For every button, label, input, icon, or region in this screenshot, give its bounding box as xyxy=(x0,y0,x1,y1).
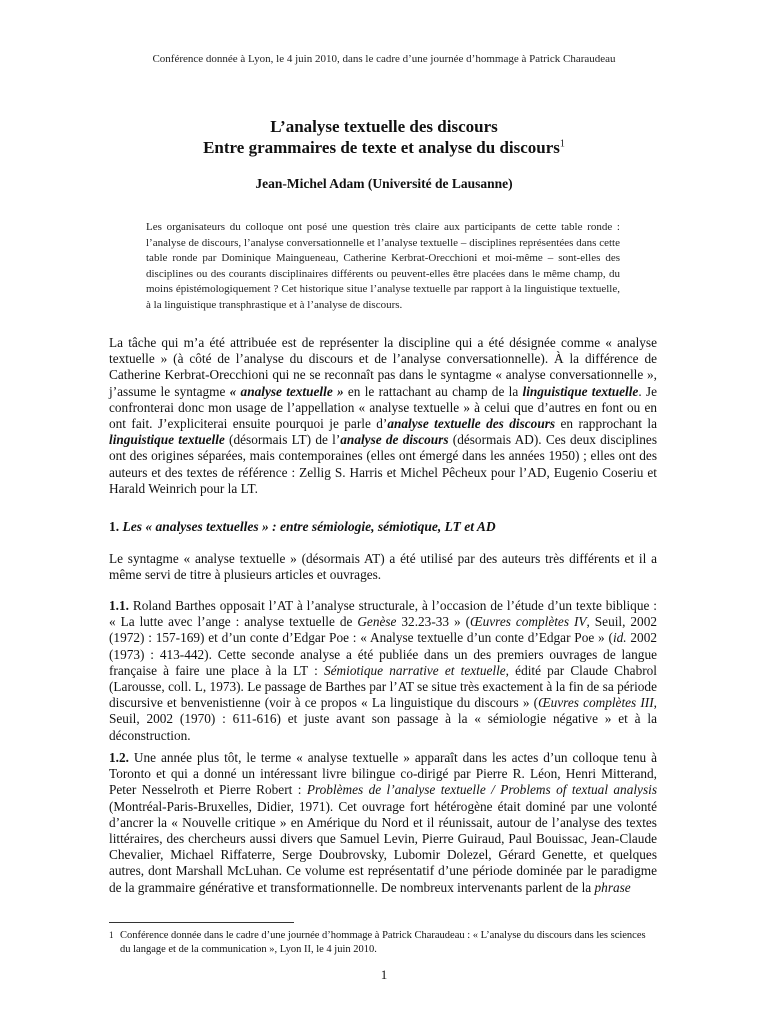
section-heading-1 xyxy=(109,519,657,535)
para1-emph-3: analyse textuelle des discours xyxy=(387,416,556,432)
title-line-2 xyxy=(0,138,768,158)
paragraph-intro xyxy=(109,335,657,497)
para3-italic-4: Sémiotique narrative et textuelle xyxy=(323,662,506,678)
para3-text-4: 2002 (1973) : 413-442). Cette seconde analyse a été publiée dans un des premiers ouvrages de langue française à faire une place à la LT : xyxy=(109,630,657,678)
para3-italic-1: Genèse xyxy=(357,614,397,630)
para3-number: 1.1. xyxy=(109,598,129,613)
para3-italic-2: Œuvres complètes IV xyxy=(470,614,587,630)
title-line-1: L’analyse textuelle des discours xyxy=(270,117,498,136)
para3-italic-3: id. xyxy=(612,630,627,646)
para4-text-2: (Montréal-Paris-Bruxelles, Didier, 1971). Cet ouvrage fort hétérogène était dominé par une volonté d’ancrer la « Nouvelle critique » en Amérique du Nord et il réunissait, autour de l’analyse des textes littéraires, des chercheurs aussi divers que Samuel Levin, Pierre Guiraud, Paul Bouissac, Jean-Claude Chevalier, Michael Riffaterre, Serge Doubrovsky, Lubomir Dolezel, Gérard Genette, et quelques autres, dont Marshall McLuhan. Ce volume est représentatif d’une période dominée par le paradigme de la grammaire générative et transformationnelle. De nombreux intervenants parlent de la xyxy=(109,798,657,895)
para4-italic-1: Problèmes de l’analyse textuelle / Problems of textual analysis xyxy=(306,782,657,798)
para1-text-2: en le rattachant au champ de la xyxy=(343,383,523,399)
section-title: Les « analyses textuelles » : entre sémiologie, sémiotique, LT et AD xyxy=(122,519,496,534)
paragraph-2: Le syntagme « analyse textuelle » (désormais AT) a été utilisé par des auteurs très différents et il a même servi de titre à plusieurs articles et ouvrages. xyxy=(109,551,657,583)
para3-text-1: Roland Barthes opposait l’AT à l’analyse structurale, à l’occasion de l’étude d’un texte biblique : « La lutte avec l’ange : analyse textuelle de xyxy=(109,598,657,630)
para1-text-1: La tâche qui m’a été attribuée est de représenter la discipline qui a été désignée comme « analyse textuelle » (à côté de l’analyse du discours et de l’analyse conversationnelle). À la différence de Catherine Kerbrat-Orecchioni qui ne se reconnaît pas dans le syntagme « analyse conversationnelle », j’assume le syntagme xyxy=(109,335,657,399)
para1-emph-1: « analyse textuelle » xyxy=(229,383,344,399)
para1-text-6: (désormais AD). Ces deux disciplines ont des origines séparées, mais contemporaines (elles ont émergé dans les années 1950) ; elles ont des auteurs et des textes de référence : Zellig S. Harris et Michel Pêcheux pour l’AD, Eugenio Coseriu et Harald Weinrich pour la LT. xyxy=(109,432,657,496)
abstract: Les organisateurs du colloque ont posé une question très claire aux participants de cette table ronde : l’analyse de discours, l’analyse conversationnelle et l’analyse textuelle – disciplines représentées dans cette table ronde par Dominique Maingueneau, Catherine Kerbrat-Orecchioni et moi-même – sont-elles des disciplines ou des courants disciplinaires différents ou peuvent-elles être placées dans le même champ, du moins épistémologiquement ? Cet historique situe l’analyse textuelle par rapport à la linguistique textuelle, à la linguistique transphrastique et à l’analyse de discours. xyxy=(146,221,620,311)
footnote xyxy=(109,929,657,956)
para3-italic-5: Œuvres complètes III xyxy=(538,695,654,711)
author-line: Jean-Michel Adam (Université de Lausanne) xyxy=(255,176,513,191)
para3-text-2: 32.23-33 » ( xyxy=(396,614,471,630)
para1-emph-5: analyse de discours xyxy=(340,432,449,448)
para3-text-5: , édité par Claude Chabrol (Larousse, coll. L, 1973). Le passage de Barthes par l’AT se situe très exactement à la fin de sa période discursive et benvenistienne (voir à ce propos « La linguistique du discours » ( xyxy=(109,662,657,711)
paragraph-1-2 xyxy=(109,750,657,896)
para4-italic-2: phrase xyxy=(594,879,631,895)
para1-text-4: en rapprochant la xyxy=(555,416,658,432)
para1-emph-2: linguistique textuelle xyxy=(522,383,639,399)
para1-text-3: . Je confronterai donc mon usage de l’appellation « analyse textuelle » à celui que d’autres en font ou en ont fait. J’expliciterai ensuite pourquoi je parle d’ xyxy=(109,383,657,432)
paragraph-1-1 xyxy=(109,598,657,744)
footnote-separator xyxy=(109,922,294,923)
footnote-text: Conférence donnée dans le cadre d’une journée d’hommage à Patrick Charaudeau : « L’analyse du discours dans les sciences du langage et de la communication », Lyon II, le 4 juin 2010. xyxy=(120,930,646,955)
page-number: 1 xyxy=(380,967,388,982)
title-footnote-mark[interactable]: 1 xyxy=(559,138,565,150)
section-number: 1. xyxy=(109,519,120,534)
para3-text-6: , Seuil, 2002 (1970) : 611-616) et juste avant son passage à la « sémiologie négative » et à la déconstruction. xyxy=(109,695,657,743)
para1-emph-4: linguistique textuelle xyxy=(109,432,225,448)
para1-text-5: (désormais LT) de l’ xyxy=(224,432,341,448)
header-note: Conférence donnée à Lyon, le 4 juin 2010, dans le cadre d’une journée d’hommage à Patrick Charaudeau xyxy=(152,53,616,65)
para4-number: 1.2. xyxy=(109,750,129,765)
para4-text-1: Une année plus tôt, le terme « analyse textuelle » apparaît dans les actes d’un colloque tenu à Toronto et qui a donné un intéressant livre bilingue co-dirigé par Pierre R. Léon, Henri Mitterand, Peter Nesselroth et Pierre Robert : xyxy=(109,750,657,798)
footnote-number: 1 xyxy=(109,930,114,940)
title-line-2-text: Entre grammaires de texte et analyse du discours xyxy=(203,138,560,157)
para3-text-3: , Seuil, 2002 (1972) : 157-169) et d’un conte d’Edgar Poe : « Analyse textuelle d’un conte d’Edgar Poe » ( xyxy=(109,614,657,646)
